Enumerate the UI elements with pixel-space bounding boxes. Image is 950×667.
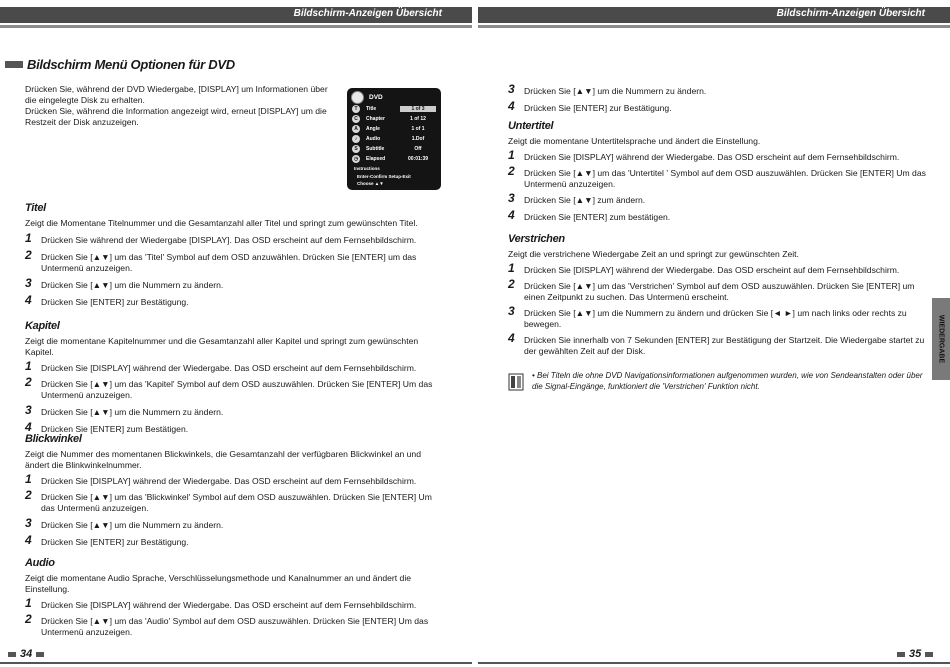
subtitle-icon: S [352,145,360,153]
title-icon: T [352,105,360,113]
osd-row-value: 1 of 12 [410,116,426,122]
osd-row-value: Off [414,146,422,152]
step-text: Drücken Sie [ENTER] zum bestätigen. [524,212,671,222]
step-number: 4 [25,293,32,307]
step-text: Drücken Sie [▲▼] um die Nummern zu ändern. [524,86,707,96]
step [508,164,926,190]
subsection-title: Verstrichen [508,233,565,245]
step [25,516,440,531]
subsection-description: Zeigt die momentane Kapitelnummer und die Gesamtanzahl aller Kapitel und springt zum gewünschten Kapitel. [25,336,419,357]
step-number: 4 [25,420,32,434]
step-text: Drücken Sie [ENTER] zum Bestätigen. [41,424,189,434]
step-text: Drücken Sie [▲▼] um die Nummern zu ändern und drücken Sie [◄ ►] um nach links oder rechts zu bewegen. [524,308,907,329]
note-text: • Bei Titeln die ohne DVD Navigationsinformationen aufgenommen wurden, wie von Sendeanstalten oder über die Signal-Eingänge, funktioniert die 'Verstrichen' Funktion nicht. [532,371,923,391]
step [508,148,926,163]
step-number: 1 [25,359,32,373]
section-blickwinkel [25,434,440,548]
step-number: 1 [508,148,515,162]
osd-row-value: 1.Dof [411,136,425,142]
osd-instruction: Enter-Confirm Setup-Exit [357,174,411,179]
osd-row-value: 1 of 3 [400,106,436,112]
subsection-description: Zeigt die momentane Audio Sprache, Verschlüsselungsmethode und Kanalnummer an und ändert die Einstellung. [25,573,412,594]
step-number: 3 [508,304,515,318]
footer-marker-icon [8,652,16,657]
step [508,261,926,276]
step-text: Drücken Sie [▲▼] zum ändern. [524,195,646,205]
step [25,533,440,548]
step [25,596,440,611]
step [25,472,440,487]
angle-icon: A [352,125,360,133]
intro-paragraph: Drücken Sie, während die Information angezeigt wird, erneut [DISPLAY] um die Restzeit der Disk anzuzeigen. [25,106,327,127]
step [25,231,440,246]
step-text: Drücken Sie [▲▼] um das 'Kapitel' Symbol auf dem OSD auszuwählen. Drücken Sie [ENTER] Um das Untermenü anzuzeigen. [41,379,433,400]
note-icon [508,373,524,391]
osd-title: DVD [369,94,383,101]
step-text: Drücken Sie [ENTER] zur Bestätigung. [41,297,189,307]
audio-icon: ♪ [352,135,360,143]
step [508,208,926,223]
step-number: 4 [508,331,515,345]
chapter-icon: C [352,115,360,123]
step-number: 2 [25,612,32,626]
osd-row-label: Title [366,106,377,112]
page-number: 35 [909,648,922,660]
step [508,191,926,206]
step-number: 3 [25,276,32,290]
footer-rule-left [0,662,472,664]
osd-row-label: Angle [366,126,380,132]
side-tab-label: WIEDERGABE [937,314,945,364]
step [25,375,440,401]
step [25,612,440,638]
osd-row-label: Subtitle [366,146,385,152]
osd-instructions-label: Instructions [354,166,380,171]
step-number: 1 [25,596,32,610]
step-number: 3 [25,516,32,530]
step-text: Drücken Sie [▲▼] um das 'Verstrichen' Symbol auf dem OSD auszuwählen. Drücken Sie [ENTER] um einen Zeitpunkt zu suchen. Das Untermenü erscheint. [524,281,915,302]
osd-row-value: 1 of 1 [411,126,425,132]
step-text: Drücken Sie [▲▼] um die Nummern zu ändern. [41,520,224,530]
subsection-description: Zeigt die Momentane Titelnummer und die Gesamtanzahl aller Titel und springt zum gewünschten Titel. [25,218,418,228]
subsection-title: Untertitel [508,120,554,132]
step-text: Drücken Sie während der Wiedergabe [DISPLAY]. Das OSD erscheint auf dem Fernsehbildschirm. [41,235,417,245]
step [25,359,440,374]
subsection-description: Zeigt die Nummer des momentanen Blickwinkels, die Gesamtanzahl der verfügbaren Blickwinkel an und ändert die Blinkwinkelnummer. [25,449,421,470]
osd-display-illustration [347,88,441,190]
header-bar-left [0,7,472,23]
section-marker-icon [5,61,23,68]
step-text: Drücken Sie [▲▼] um das 'Untertitel ' Symbol auf dem OSD auszuwählen. Drücken Sie [ENTER] Um das Untermenü anzuzeigen. [524,168,926,189]
subsection-title: Titel [25,202,46,214]
osd-row-label: Chapter [366,116,385,122]
section-title: Bildschirm Menü Optionen für DVD [27,57,235,72]
step [508,331,926,357]
footer-marker-icon [897,652,905,657]
page-number-left [8,648,44,660]
intro-paragraph: Drücken Sie, während der DVD Wiedergabe, [DISPLAY] um Informationen über die eingelegte Disk zu erhalten. [25,84,328,105]
header-title-right: Bildschirm-Anzeigen Übersicht [776,8,925,19]
step-text: Drücken Sie [▲▼] um das 'Blickwinkel' Symbol auf dem OSD auszuwählen. Drücken Sie [ENTER] Um das Untermenü anzuzeigen. [41,492,432,513]
step-number: 4 [25,533,32,547]
section-verstrichen [508,234,926,357]
header-bar-right [478,7,950,23]
step-number: 1 [25,231,32,245]
subsection-title: Blickwinkel [25,433,82,445]
step [508,99,923,114]
step [25,248,440,274]
step-text: Drücken Sie [DISPLAY] während der Wiedergabe. Das OSD erscheint auf dem Fernsehbildschirm. [524,152,900,162]
step-number: 2 [508,164,515,178]
step [508,82,923,97]
step-text: Drücken Sie [▲▼] um das 'Titel' Symbol auf dem OSD anzuwählen. Drücken Sie [ENTER] um das Untermenü anzuzeigen. [41,252,417,273]
osd-row-label: Audio [366,136,381,142]
clock-icon: ◷ [353,156,359,162]
step-number: 2 [508,277,515,291]
step-text: Drücken Sie [ENTER] zur Bestätigung. [41,537,189,547]
osd-row-angle [352,125,438,134]
step-number: 3 [508,82,515,96]
subsection-description: Zeigt die momentane Untertitelsprache und ändert die Einstellung. [508,136,761,146]
step [25,403,440,418]
chapter-side-tab [932,298,950,380]
step-number: 2 [25,488,32,502]
section-heading [5,57,235,72]
step [508,304,926,330]
footer-marker-icon [36,652,44,657]
osd-row-value: 00:01:39 [407,156,428,162]
step [508,277,926,303]
step-number: 2 [25,248,32,262]
disc-icon [351,91,364,104]
header-title-left: Bildschirm-Anzeigen Übersicht [293,8,442,19]
osd-instruction: Choose ▲▼ [357,181,384,186]
step-text: Drücken Sie [DISPLAY] während der Wiedergabe. Das OSD erscheint auf dem Fernsehbildschirm. [41,600,417,610]
osd-row-subtitle [352,145,438,154]
step-text: Drücken Sie innerhalb von 7 Sekunden [ENTER] zur Bestätigung der Startzeit. Die Wiedergabe startet zu der gewählten Zeit auf der Disk. [524,335,925,356]
step-number: 4 [508,208,515,222]
step-number: 1 [508,261,515,275]
osd-header [351,91,383,104]
step [25,293,440,308]
subsection-title: Kapitel [25,320,60,332]
section-untertitel [508,121,926,223]
osd-row-audio [352,135,438,144]
step-text: Drücken Sie [ENTER] zur Bestätigung. [524,103,672,113]
section-audio [25,558,440,638]
footer-marker-icon [925,652,933,657]
step-number: 3 [508,191,515,205]
step-text: Drücken Sie [▲▼] um die Nummern zu ändern. [41,407,224,417]
step-number: 4 [508,99,515,113]
intro-text [25,84,335,128]
osd-row-label: Elapsed [366,156,386,162]
step-text: Drücken Sie [▲▼] um die Nummern zu ändern. [41,280,224,290]
step-text: Drücken Sie [▲▼] um das 'Audio' Symbol auf dem OSD auszuwählen. Drücken Sie [ENTER] Um das Untermenü anzuzeigen. [41,616,429,637]
subsection-title: Audio [25,557,55,569]
page-number-right [897,648,933,660]
subsection-description: Zeigt die verstrichene Wiedergabe Zeit an und springt zur gewünschten Zeit. [508,249,799,259]
section-titel [25,203,440,308]
step [25,276,440,291]
step-text: Drücken Sie [DISPLAY] während der Wiedergabe. Das OSD erscheint auf dem Fernsehbildschirm. [524,265,900,275]
step-text: Drücken Sie [DISPLAY] während der Wiedergabe. Das OSD erscheint auf dem Fernsehbildschirm. [41,476,417,486]
osd-row-title [352,105,438,114]
step [25,488,440,514]
footer-rule-right [478,662,950,664]
osd-row-chapter [352,115,438,124]
step-number: 1 [25,472,32,486]
osd-row-elapsed [352,155,438,164]
page-number: 34 [20,648,33,660]
step-number: 2 [25,375,32,389]
step-number: 3 [25,403,32,417]
step-text: Drücken Sie [DISPLAY] während der Wiedergabe. Das OSD erscheint auf dem Fernsehbildschirm. [41,363,417,373]
audio-continued-steps [508,82,923,114]
section-kapitel [25,321,440,435]
